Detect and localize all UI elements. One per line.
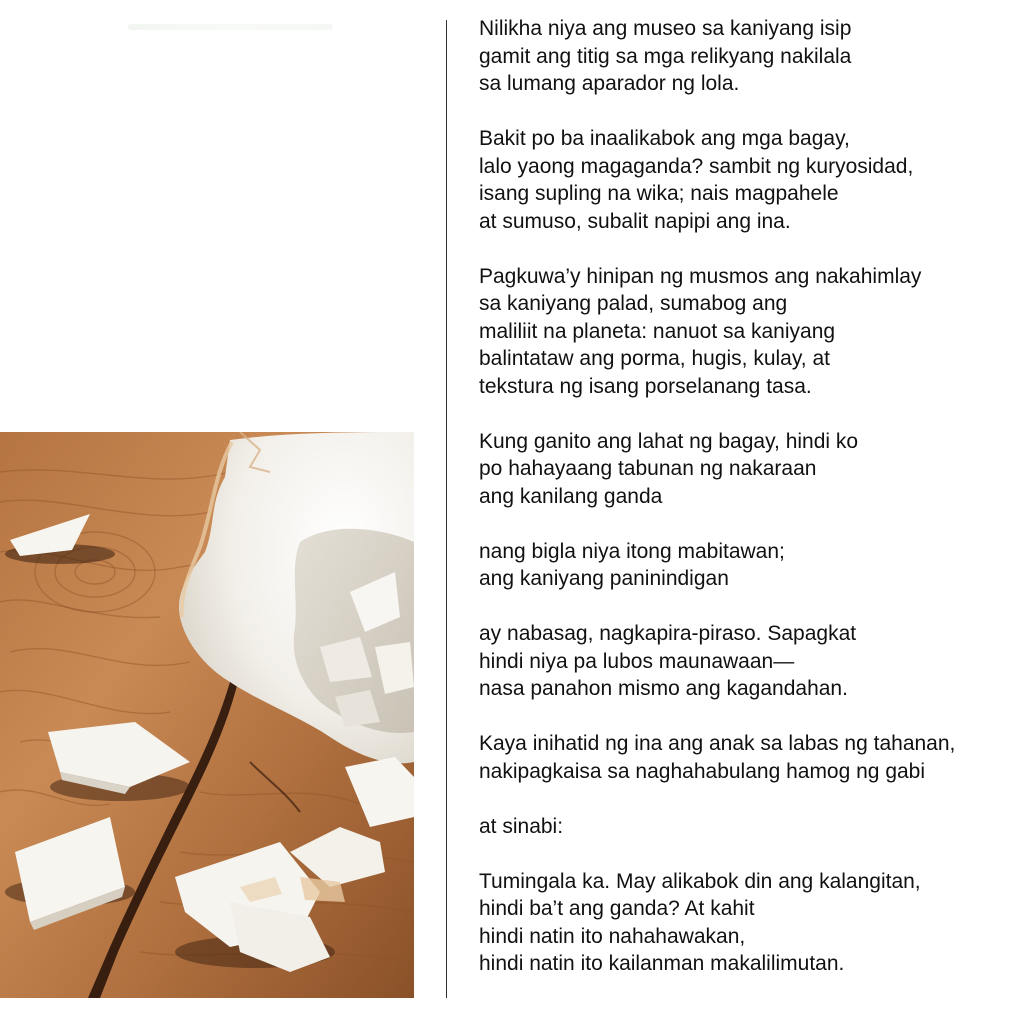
poem-stanza [479, 538, 1019, 593]
poem-stanza [479, 15, 1019, 98]
poem-line: hindi niya pa lubos maunawaan— [479, 649, 795, 673]
poem-line: ang kaniyang paninindigan [479, 567, 729, 590]
poem-line: Tumingala ka. May alikabok din ang kalangitan, [479, 869, 921, 893]
poem-stanza [479, 428, 1019, 511]
poem-line: lalo yaong magaganda? sambit ng kuryosidad, [479, 154, 914, 178]
poem-line: maliliit na planeta: nanuot sa kaniyang [479, 319, 836, 343]
poem-line: ay nabasag, nagkapira-piraso. Sapagkat [479, 622, 857, 645]
photo-illustration [0, 432, 414, 998]
poem-stanza [479, 263, 1019, 401]
poem-line: Pagkuwa’y hinipan ng musmos ang nakahimlay [479, 264, 922, 288]
poem-line: nasa panahon mismo ang kagandahan. [479, 677, 848, 700]
poem-stanza [479, 125, 1019, 235]
broken-porcelain-cup-photo [0, 432, 414, 998]
poem-stanza [479, 813, 1019, 841]
poem-line: hindi natin ito nahahawakan, [479, 924, 746, 948]
poem-text [479, 15, 1019, 978]
poem-line: ang kanilang ganda [479, 484, 663, 508]
poem-line: at sumuso, subalit napipi ang ina. [479, 209, 791, 233]
poem-line: Kung ganito ang lahat ng bagay, hindi ko [479, 429, 859, 453]
vertical-divider [446, 20, 447, 998]
poem-line: po hahayaang tabunan ng nakaraan [479, 457, 817, 480]
poem-stanza [479, 730, 1019, 785]
poem-line: Kaya inihatid ng ina ang anak sa labas ng tahanan, [479, 732, 956, 755]
poem-line: isang supling na wika; nais magpahele [479, 182, 839, 205]
poem-line: hindi ba’t ang ganda? At kahit [479, 897, 755, 920]
poem-line: balintataw ang porma, hugis, kulay, at [479, 347, 830, 370]
poem-stanza [479, 620, 1019, 703]
poem-line: Nilikha niya ang museo sa kaniyang isip [479, 17, 852, 40]
faint-top-mark [128, 24, 333, 30]
poem-line: gamit ang titig sa mga relikyang nakilala [479, 44, 852, 68]
poem-line: Bakit po ba inaalikabok ang mga bagay, [479, 127, 850, 150]
poem-stanza [479, 868, 1019, 978]
poem-line: sa lumang aparador ng lola. [479, 72, 740, 95]
poem-line: nang bigla niya itong mabitawan; [479, 539, 785, 563]
poem-line: tekstura ng isang porselanang tasa. [479, 374, 812, 398]
poem-line: at sinabi: [479, 814, 564, 838]
poem-line: hindi natin ito kailanman makalilimutan. [479, 952, 845, 975]
poem-line: nakipagkaisa sa naghahabulang hamog ng gabi [479, 759, 926, 783]
poem-line: sa kaniyang palad, sumabog ang [479, 292, 788, 315]
